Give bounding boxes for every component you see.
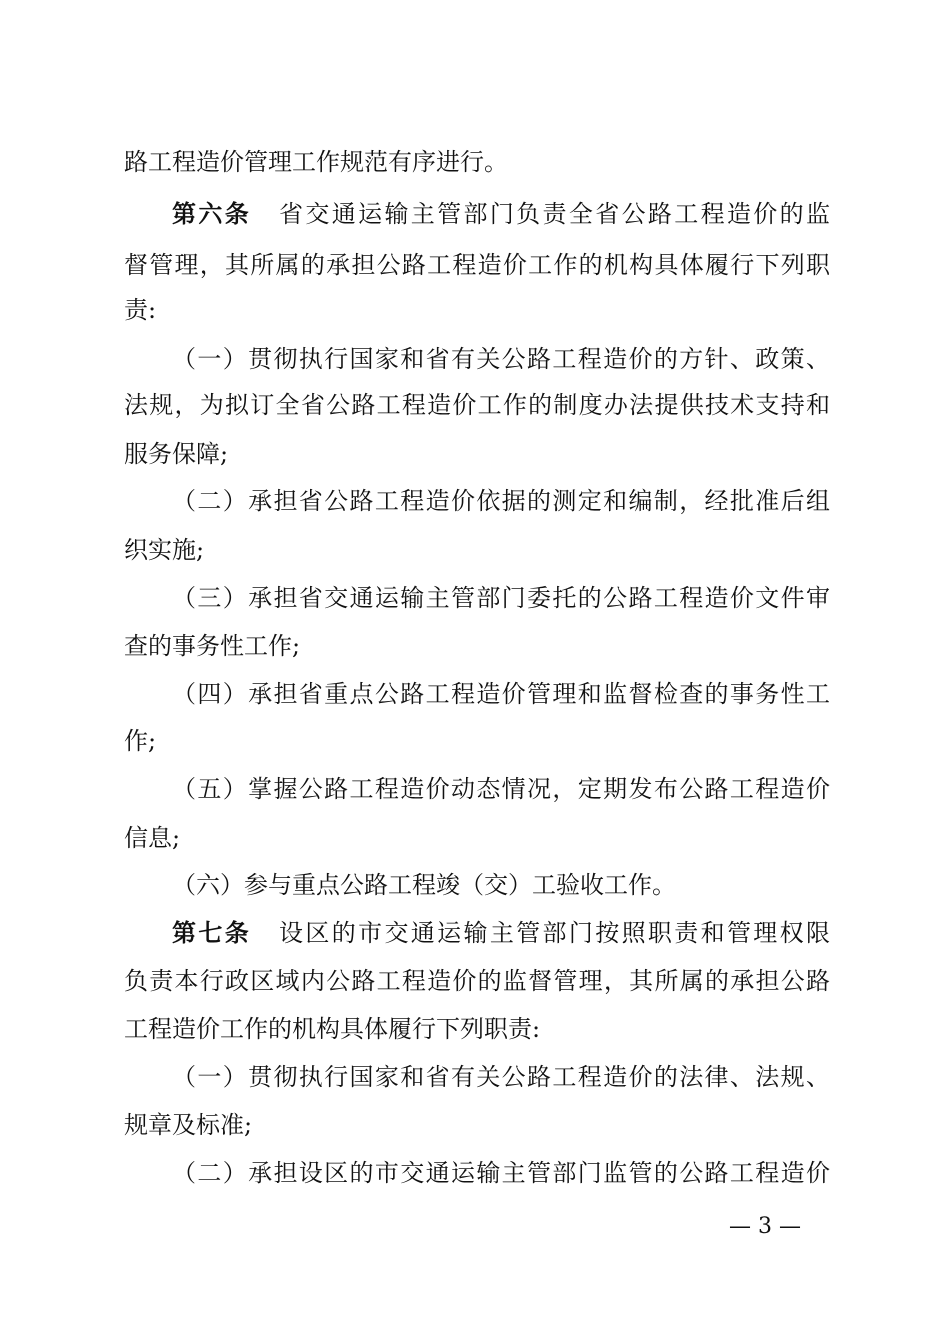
text-line: 负责本行政区域内公路工程造价的监督管理，其所属的承担公路: [124, 967, 830, 995]
text-line: 责:: [124, 296, 157, 324]
page-number: — 3 —: [729, 1214, 801, 1239]
text-line: 法规，为拟订全省公路工程造价工作的制度办法提供技术支持和: [124, 391, 830, 419]
list-item-line: （一）贯彻执行国家和省有关公路工程造价的法律、法规、: [172, 1063, 830, 1091]
article-7-first-line: [172, 913, 830, 953]
text-line: 信息;: [124, 824, 181, 852]
list-item-line: （六）参与重点公路工程竣（交）工验收工作。: [172, 871, 676, 899]
text-line: 规章及标准;: [124, 1111, 253, 1139]
text-line: 作;: [124, 727, 157, 755]
text-line: 查的事务性工作;: [124, 632, 301, 660]
list-item-line: （三）承担省交通运输主管部门委托的公路工程造价文件审: [172, 584, 830, 612]
text-line: 织实施;: [124, 536, 205, 564]
list-item-line: （二）承担设区的市交通运输主管部门监管的公路工程造价: [172, 1159, 830, 1187]
list-item-line: （四）承担省重点公路工程造价管理和监督检查的事务性工: [172, 680, 830, 708]
text-line: 工程造价工作的机构具体履行下列职责:: [124, 1015, 541, 1043]
list-item-line: （二）承担省公路工程造价依据的测定和编制，经批准后组: [172, 487, 830, 515]
text-line: 服务保障;: [124, 440, 229, 468]
article-6-label: 第六条: [172, 200, 252, 228]
text-line: 设区的市交通运输主管部门按照职责和管理权限: [279, 919, 831, 947]
list-item-line: （五）掌握公路工程造价动态情况，定期发布公路工程造价: [172, 775, 830, 803]
article-6-first-line: [172, 194, 830, 234]
text-line: 省交通运输主管部门负责全省公路工程造价的监: [279, 200, 831, 228]
text-line: 督管理，其所属的承担公路工程造价工作的机构具体履行下列职: [124, 251, 830, 279]
article-7-label: 第七条: [172, 919, 252, 947]
list-item-line: （一）贯彻执行国家和省有关公路工程造价的方针、政策、: [172, 345, 830, 373]
text-line: 路工程造价管理工作规范有序进行。: [124, 148, 508, 176]
